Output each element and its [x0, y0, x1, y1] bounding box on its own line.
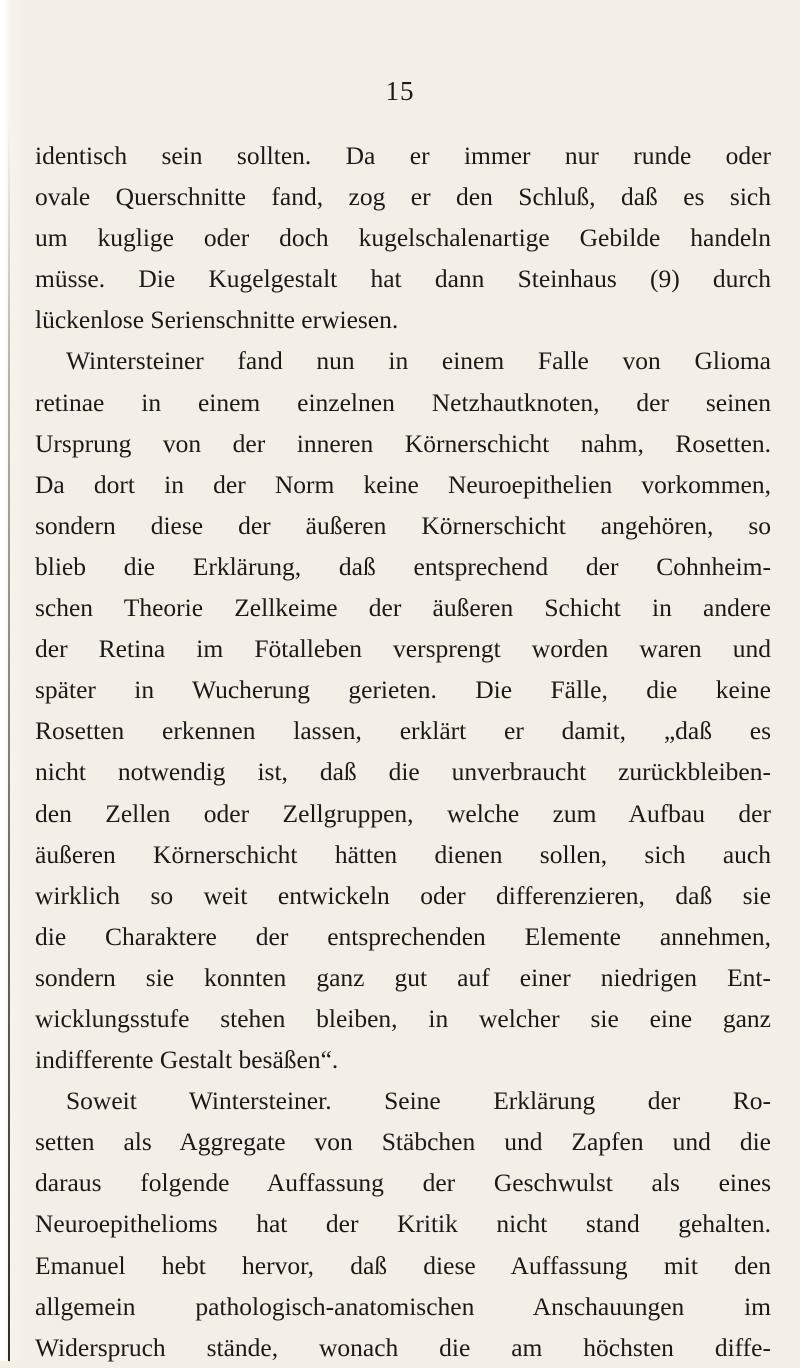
text-line: sondern sie konnten ganz gut auf einer niedrigen Ent- [35, 962, 771, 992]
text-line: Ursprung von der inneren Körnerschicht nahm, Rosetten. [35, 428, 771, 458]
text-line: ovale Querschnitte fand, zog er den Schluß, daß es sich [35, 182, 771, 212]
text-line: Soweit Wintersteiner. Seine Erklärung der Ro- [66, 1086, 771, 1116]
binding-shadow-line [8, 120, 10, 1361]
text-line: Rosetten erkennen lassen, erklärt er damit, „daß es [35, 716, 771, 746]
text-line: allgemein pathologisch-anatomischen Anschauungen im [35, 1291, 771, 1321]
text-line: Neuroepithelioms hat der Kritik nicht stand gehalten. [35, 1209, 771, 1239]
text-line: identisch sein sollten. Da er immer nur runde oder [35, 141, 771, 170]
text-line: wicklungsstufe stehen bleiben, in welcher sie eine ganz [35, 1003, 771, 1033]
text-line: Da dort in der Norm keine Neuroepithelien vorkommen, [35, 469, 771, 499]
text-line: retinae in einem einzelnen Netzhautknoten, der seinen [35, 387, 771, 417]
text-line: wirklich so weit entwickeln oder differenzieren, daß sie [35, 880, 771, 910]
text-line: später in Wucherung gerieten. Die Fälle, die keine [35, 675, 771, 705]
page-binding-edge [0, 0, 26, 1361]
text-line: Wintersteiner fand nun in einem Falle von Glioma [66, 346, 771, 376]
text-line: müsse. Die Kugelgestalt hat dann Steinhaus (9) durch [35, 264, 771, 294]
text-line: blieb die Erklärung, daß entsprechend der Cohnheim- [35, 551, 771, 581]
text-line: setten als Aggregate von Stäbchen und Zapfen und die [35, 1127, 771, 1157]
text-line: indifferente Gestalt besäßen“. [35, 1045, 339, 1075]
text-line: den Zellen oder Zellgruppen, welche zum Aufbau der [35, 798, 771, 828]
text-line: lückenlose Serienschnitte erwiesen. [35, 305, 399, 335]
text-line: Emanuel hebt hervor, daß diese Auffassung mit den [35, 1250, 771, 1280]
page-number: 15 [385, 76, 415, 106]
text-line: daraus folgende Auffassung der Geschwulst als eines [35, 1168, 771, 1198]
text-line: um kuglige oder doch kugelschalenartige Gebilde handeln [35, 223, 771, 253]
text-line: der Retina im Fötalleben versprengt worden waren und [35, 634, 771, 664]
text-line: äußeren Körnerschicht hätten dienen sollen, sich auch [35, 839, 771, 869]
text-line: sondern diese der äußeren Körnerschicht angehören, so [35, 510, 771, 540]
text-line: schen Theorie Zellkeime der äußeren Schicht in andere [35, 593, 771, 623]
text-line: nicht notwendig ist, daß die unverbraucht zurückbleiben- [35, 757, 771, 787]
body-text [35, 135, 771, 1368]
text-line: die Charaktere der entsprechenden Elemente annehmen, [35, 921, 771, 951]
text-line: Widerspruch stände, wonach die am höchsten diffe- [35, 1332, 771, 1362]
